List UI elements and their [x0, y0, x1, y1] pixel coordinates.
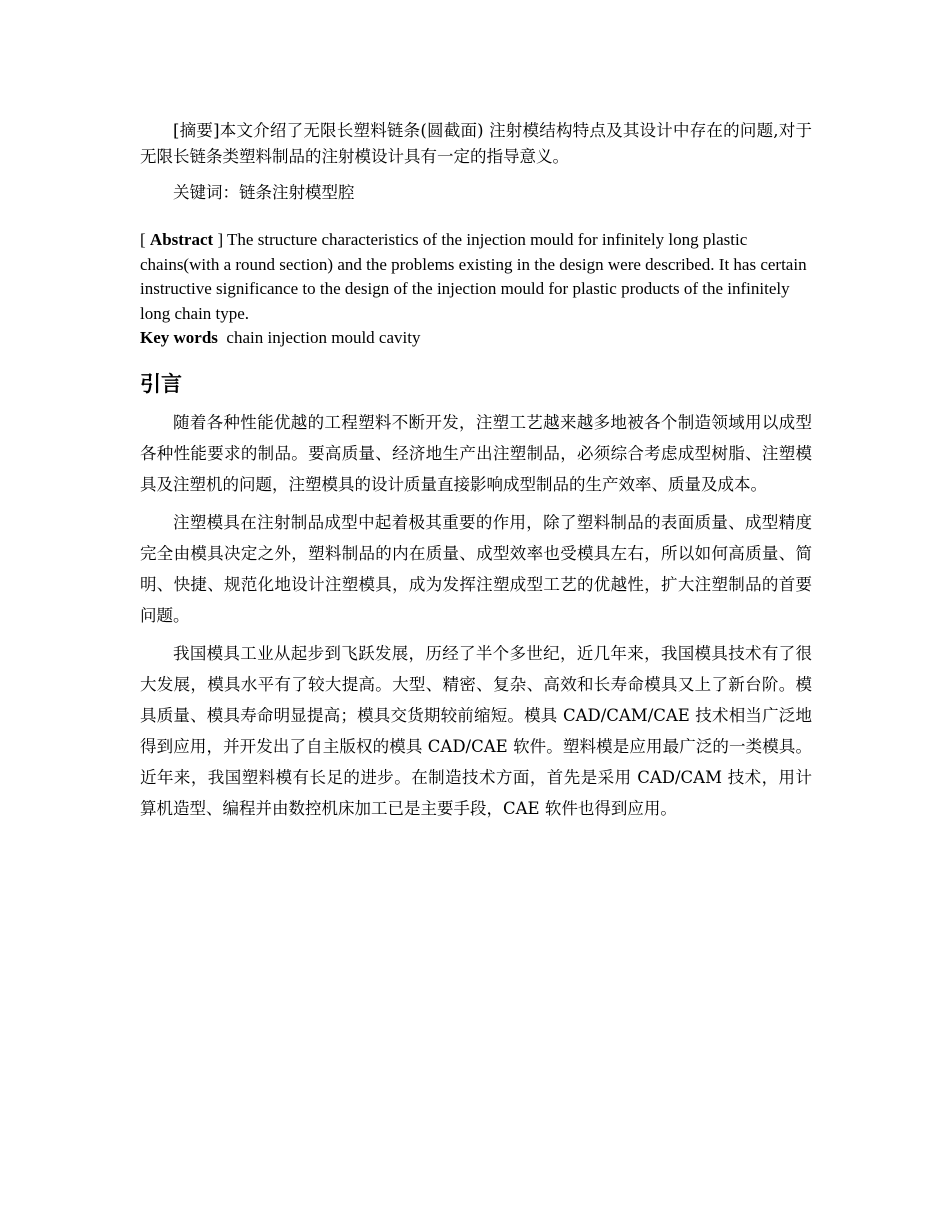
body-paragraph: 注塑模具在注射制品成型中起着极其重要的作用，除了塑料制品的表面质量、成型精度完全由模具决定之外，塑料制品的内在质量、成型效率也受模具左右，所以如何高质量、简明、快捷、规范化地设计注塑模具，成为发挥注塑成型工艺的优越性，扩大注塑制品的首要问题。 — [140, 512, 812, 625]
chinese-keywords: 关键词：链条注射模型腔 — [173, 183, 355, 202]
page-content — [140, 118, 812, 824]
section-heading: 引言 — [140, 371, 182, 396]
abstract-label: Abstract — [149, 230, 214, 249]
spacer — [140, 206, 812, 228]
english-abstract-text: The structure characteristics of the injection mould for infinitely long plastic chains(with a round section) and the problems existing in the design were described. It has certain instructive significance to the design of the injection mould for plastic products of the infinitely long chain type. — [140, 230, 807, 323]
english-keywords — [140, 326, 812, 351]
spacer — [140, 351, 812, 369]
body-paragraph: 我国模具工业从起步到飞跃发展，历经了半个多世纪，近几年来，我国模具技术有了很大发展，模具水平有了较大提高。大型、精密、复杂、高效和长寿命模具又上了新台阶。模具质量、模具寿命明显提高；模具交货期较前缩短。模具 CAD/CAM/CAE 技术相当广泛地得到应用，并开发出了自主版权的模具 CAD/CAE 软件。塑料模是应用最广泛的一类模具。近年来，我国塑料模有长足的进步。在制造技术方面，首先是采用 CAD/CAM 技术，用计算机造型、编程并由数控机床加工已是主要手段，CAE 软件也得到应用。 — [140, 643, 812, 818]
body-paragraph: 随着各种性能优越的工程塑料不断开发，注塑工艺越来越多地被各个制造领域用以成型各种性能要求的制品。要高质量、经济地生产出注塑制品，必须综合考虑成型树脂、注塑模具及注塑机的问题，注塑模具的设计质量直接影响成型制品的生产效率、质量及成本。 — [140, 412, 812, 494]
chinese-abstract: [摘要]本文介绍了无限长塑料链条(圆截面) 注射模结构特点及其设计中存在的问题,对于无限长链条类塑料制品的注射模设计具有一定的指导意义。 — [140, 121, 812, 166]
keywords-text: chain injection mould cavity — [217, 328, 421, 347]
abstract-close-bracket: ] — [213, 230, 224, 249]
abstract-open-bracket: [ — [140, 230, 150, 249]
keywords-label: Key words — [140, 328, 218, 347]
english-abstract — [140, 228, 812, 326]
